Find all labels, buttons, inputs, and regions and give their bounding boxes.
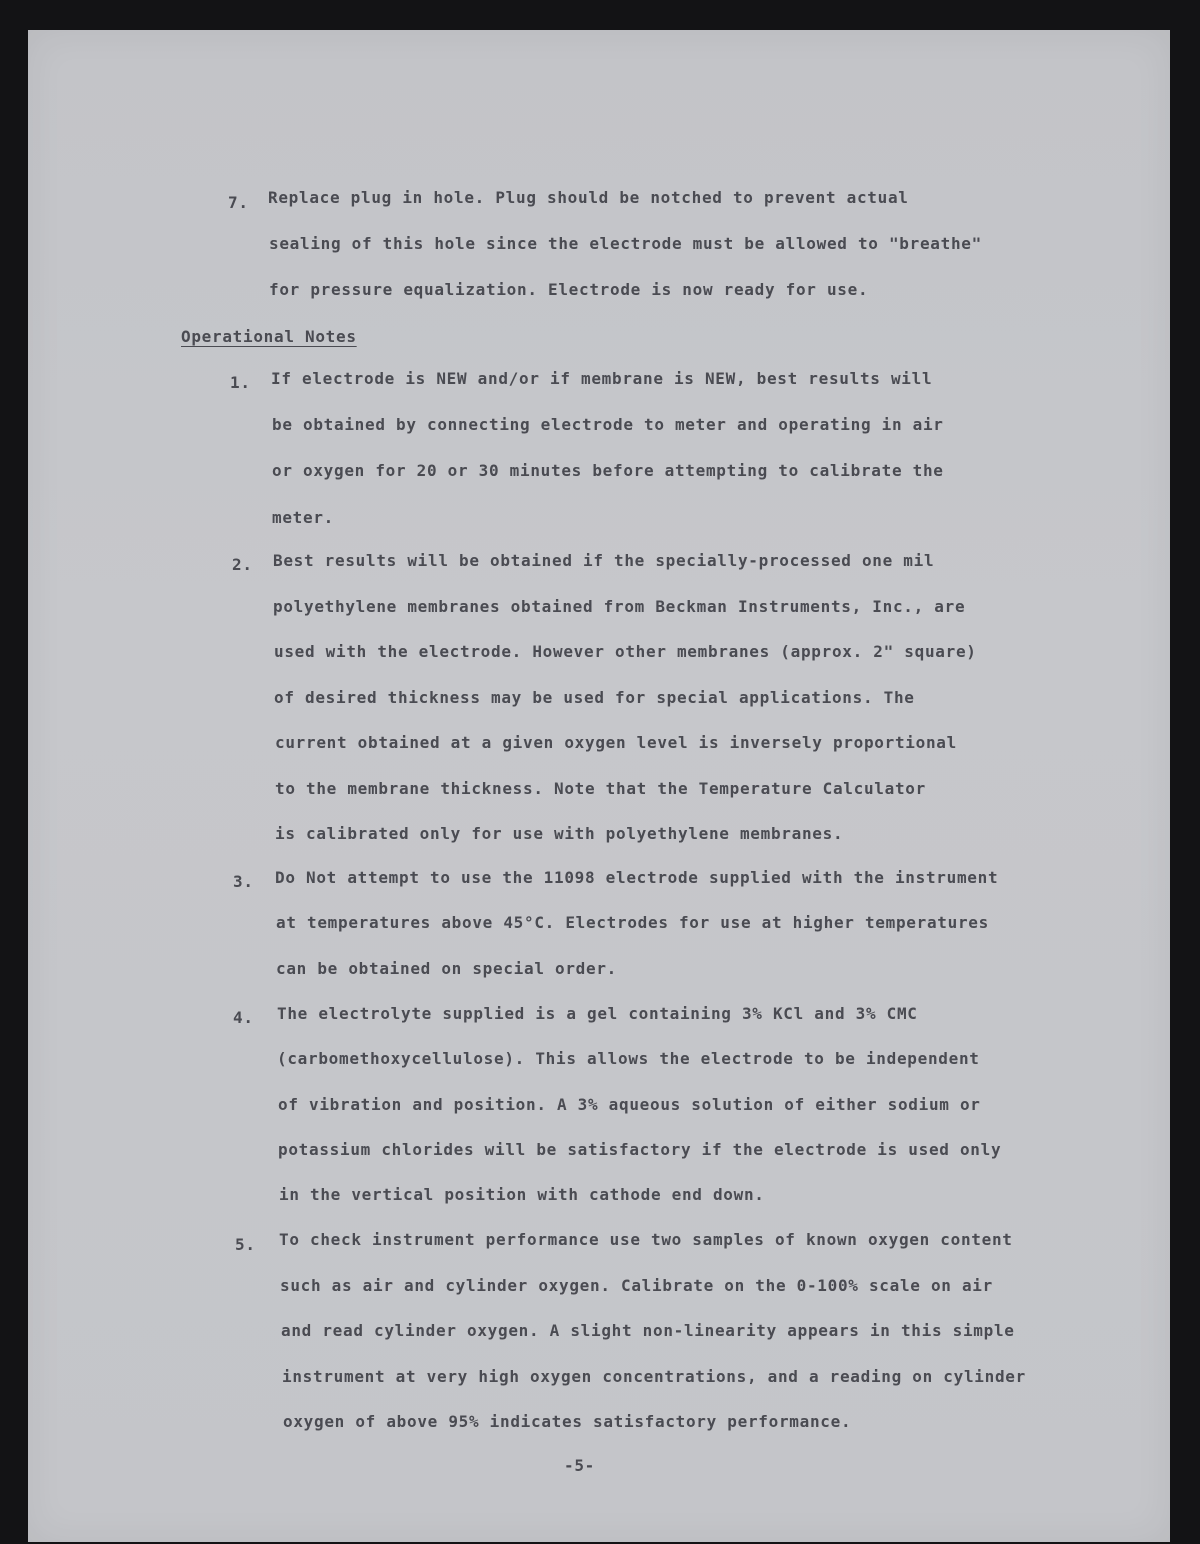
note-3-line-3: can be obtained on special order. [276, 959, 617, 978]
note-2-line-5: current obtained at a given oxygen level is inversely proportional [275, 733, 957, 752]
note-5-line-5: oxygen of above 95% indicates satisfactory performance. [283, 1412, 852, 1431]
item-7-line-3: for pressure equalization. Electrode is now ready for use. [269, 280, 869, 299]
note-1-line-4: meter. [272, 508, 334, 527]
note-4-line-4: potassium chlorides will be satisfactory if the electrode is used only [278, 1140, 1002, 1159]
note-5-line-4: instrument at very high oxygen concentrations, and a reading on cylinder [282, 1367, 1026, 1386]
page-number: -5- [564, 1456, 595, 1475]
note-5-number: 5. [235, 1235, 256, 1254]
note-3-number: 3. [233, 872, 254, 891]
item-7-line-2: sealing of this hole since the electrode must be allowed to "breathe" [269, 234, 982, 253]
note-1-line-2: be obtained by connecting electrode to meter and operating in air [272, 415, 944, 434]
note-2-line-4: of desired thickness may be used for special applications. The [274, 688, 915, 707]
note-1-line-1: If electrode is NEW and/or if membrane is NEW, best results will [271, 369, 933, 388]
note-4-line-2: (carbomethoxycellulose). This allows the electrode to be independent [277, 1049, 980, 1068]
note-3-line-1: Do Not attempt to use the 11098 electrode supplied with the instrument [275, 868, 999, 887]
note-1-number: 1. [230, 373, 251, 392]
note-4-line-3: of vibration and position. A 3% aqueous solution of either sodium or [278, 1095, 981, 1114]
section-heading: Operational Notes [181, 327, 357, 346]
note-2-line-2: polyethylene membranes obtained from Beckman Instruments, Inc., are [273, 597, 966, 616]
note-5-line-1: To check instrument performance use two samples of known oxygen content [279, 1230, 1013, 1249]
note-2-number: 2. [232, 555, 253, 574]
note-2-line-1: Best results will be obtained if the specially-processed one mil [273, 551, 935, 570]
item-7-line-1: Replace plug in hole. Plug should be notched to prevent actual [268, 188, 909, 207]
note-2-line-3: used with the electrode. However other membranes (approx. 2" square) [274, 642, 977, 661]
note-4-line-1: The electrolyte supplied is a gel containing 3% KCl and 3% CMC [277, 1004, 918, 1023]
note-5-line-2: such as air and cylinder oxygen. Calibrate on the 0-100% scale on air [280, 1276, 993, 1295]
note-4-number: 4. [233, 1008, 254, 1027]
note-4-line-5: in the vertical position with cathode end down. [279, 1185, 765, 1204]
note-5-line-3: and read cylinder oxygen. A slight non-linearity appears in this simple [281, 1321, 1015, 1340]
note-3-line-2: at temperatures above 45°C. Electrodes for use at higher temperatures [276, 913, 989, 932]
note-1-line-3: or oxygen for 20 or 30 minutes before attempting to calibrate the [272, 461, 944, 480]
note-2-line-6: to the membrane thickness. Note that the Temperature Calculator [275, 779, 926, 798]
note-2-line-7: is calibrated only for use with polyethylene membranes. [275, 824, 844, 843]
item-7-number: 7. [228, 193, 249, 212]
